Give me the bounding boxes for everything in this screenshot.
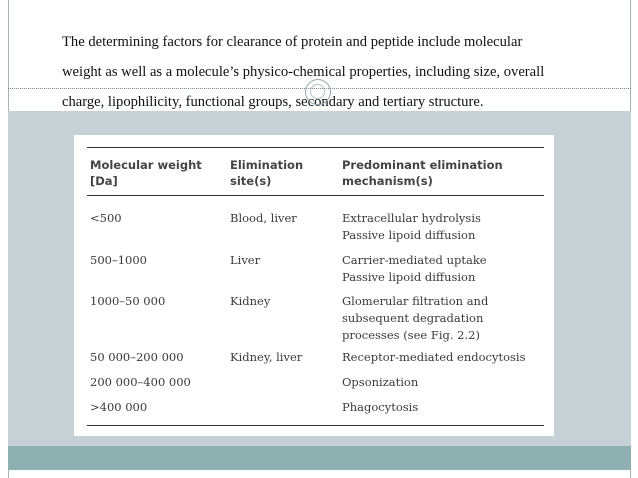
table-bottom-rule bbox=[87, 425, 544, 426]
header-elimination-site: Elimination site(s) bbox=[230, 158, 304, 188]
row-1-weight: <500 bbox=[90, 211, 122, 225]
row-3-weight: 1000–50 000 bbox=[90, 294, 166, 308]
intro-line-2: weight as well as a molecule’s physico-chemical properties, including size, overall bbox=[62, 64, 545, 80]
decorative-circle-icon bbox=[305, 79, 331, 105]
header-molecular-weight: Molecular weight [Da] bbox=[90, 158, 202, 188]
row-2-site: Liver bbox=[230, 253, 261, 267]
row-6-weight: >400 000 bbox=[90, 400, 148, 414]
row-2-mechanism: Carrier-mediated uptake Passive lipoid diffusion bbox=[342, 253, 487, 284]
row-5-weight: 200 000–400 000 bbox=[90, 375, 191, 389]
elimination-table bbox=[74, 135, 554, 436]
row-3-site: Kidney bbox=[230, 294, 271, 308]
row-4-weight: 50 000–200 000 bbox=[90, 350, 184, 364]
row-6-mechanism: Phagocytosis bbox=[342, 400, 419, 414]
row-2-weight: 500–1000 bbox=[90, 253, 147, 267]
intro-line-3: charge, lipophilicity, functional groups, secondary and tertiary structure. bbox=[62, 94, 484, 110]
row-3-mechanism: Glomerular filtration and subsequent degradation processes (see Fig. 2.2) bbox=[342, 294, 489, 342]
bottom-accent-bar bbox=[8, 446, 631, 470]
intro-paragraph bbox=[62, 27, 610, 117]
row-4-site: Kidney, liver bbox=[230, 350, 303, 364]
table-top-rule bbox=[87, 147, 544, 148]
intro-line-1: The determining factors for clearance of protein and peptide include molecular bbox=[62, 34, 523, 50]
table-header-rule bbox=[87, 195, 544, 196]
row-1-site: Blood, liver bbox=[230, 211, 297, 225]
row-5-mechanism: Opsonization bbox=[342, 375, 419, 389]
row-1-mechanism: Extracellular hydrolysis Passive lipoid diffusion bbox=[342, 211, 481, 242]
row-4-mechanism: Receptor-mediated endocytosis bbox=[342, 350, 526, 364]
header-elimination-mechanism: Predominant elimination mechanism(s) bbox=[342, 158, 503, 188]
